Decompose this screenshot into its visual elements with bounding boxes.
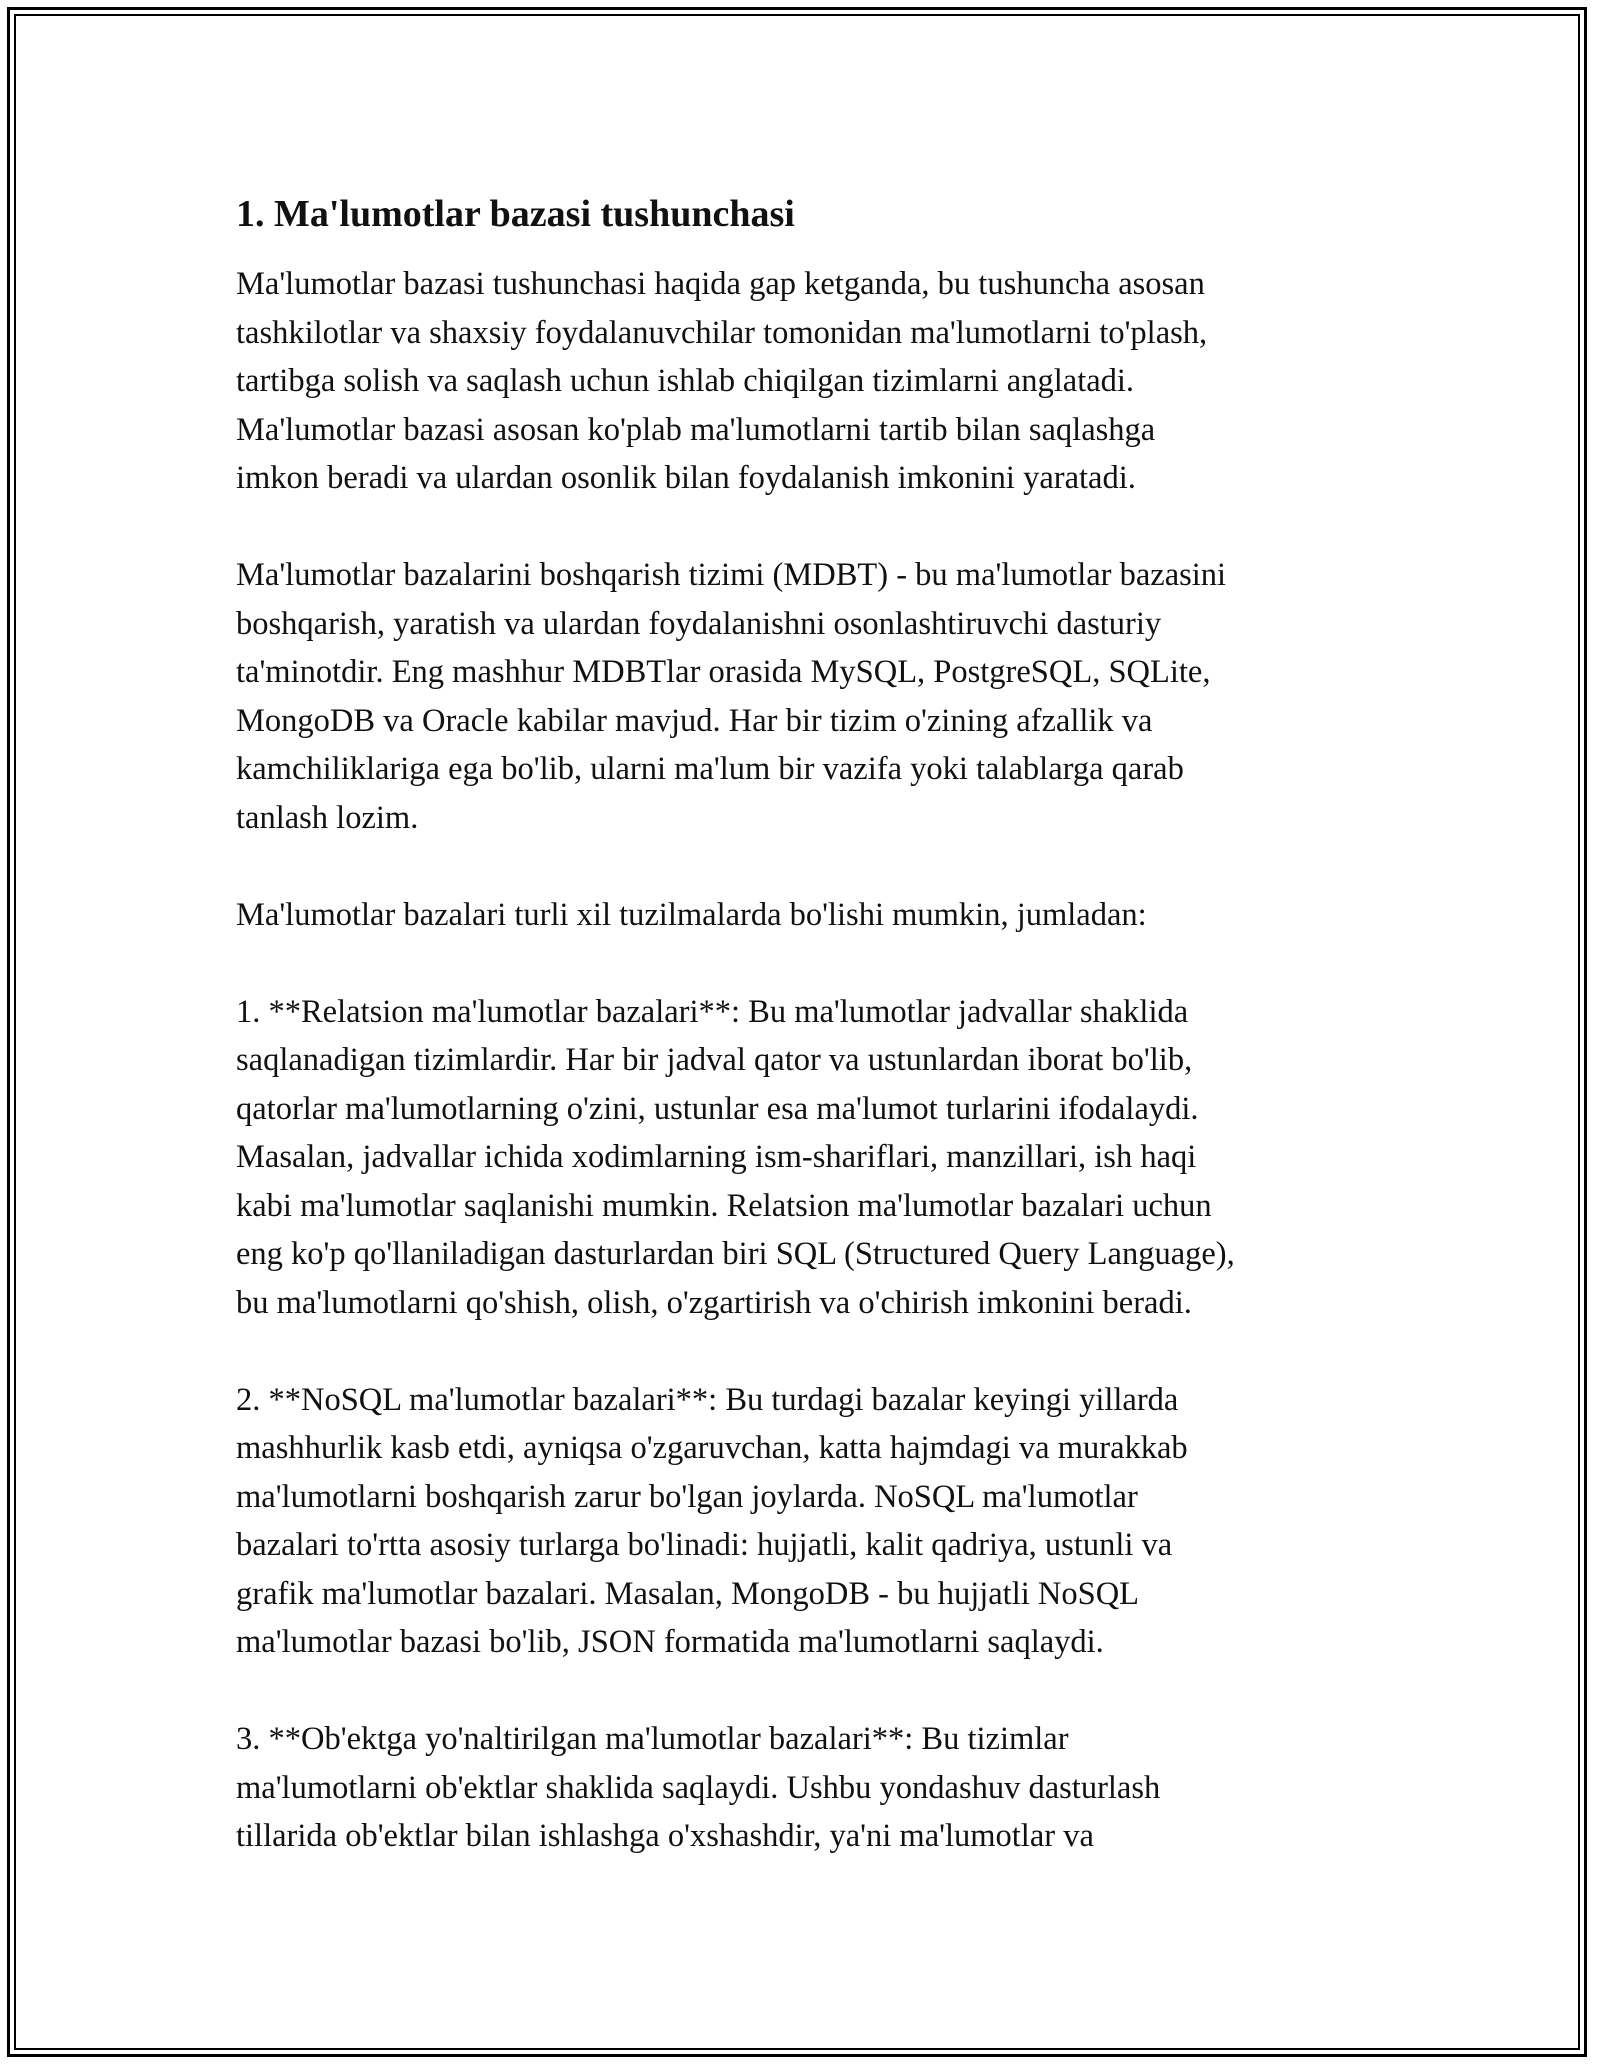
text-line: grafik ma'lumotlar bazalari. Masalan, MongoDB - bu hujjatli NoSQL [236,1575,1140,1612]
text-line: Ma'lumotlar bazasi asosan ko'plab ma'lumotlarni tartib bilan saqlashga [236,411,1156,448]
paragraph [236,260,1386,503]
text-line: tillarida ob'ektlar bilan ishlashga o'xshashdir, ya'ni ma'lumotlar va [236,1818,1094,1854]
text-line: ta'minotdir. Eng mashhur MDBTlar orasida MySQL, PostgreSQL, SQLite, [236,654,1211,690]
paragraph [236,551,1386,842]
text-line: qatorlar ma'lumotlarning o'zini, ustunlar esa ma'lumot turlarini ifodalaydi. [236,1090,1199,1127]
paragraph-list [236,260,1386,1861]
text-line: 1. **Relatsion ma'lumotlar bazalari**: Bu ma'lumotlar jadvallar shaklida [236,993,1189,1030]
text-line: bazalari to'rtta asosiy turlarga bo'linadi: hujjatli, kalit qadriya, ustunli va [236,1527,1173,1563]
text-line: Ma'lumotlar bazalari turli xil tuzilmalarda bo'lishi mumkin, jumladan: [236,896,1147,933]
text-line: ma'lumotlarni ob'ektlar shaklida saqlaydi. Ushbu yondashuv dasturlash [236,1769,1161,1806]
text-line: MongoDB va Oracle kabilar mavjud. Har bir tizim o'zining afzallik va [236,702,1153,739]
text-line: kabi ma'lumotlar saqlanishi mumkin. Relatsion ma'lumotlar bazalari uchun [236,1187,1212,1224]
section-heading: 1. Ma'lumotlar bazasi tushunchasi [236,193,795,235]
paragraph [236,988,1386,1328]
text-line: tashkilotlar va shaxsiy foydalanuvchilar tomonidan ma'lumotlarni to'plash, [236,314,1208,351]
text-line: ma'lumotlar bazasi bo'lib, JSON formatida ma'lumotlarni saqlaydi. [236,1624,1104,1660]
document-body [236,190,1386,1861]
paragraph [236,1376,1386,1667]
text-line: 2. **NoSQL ma'lumotlar bazalari**: Bu turdagi bazalar keyingi yillarda [236,1381,1179,1418]
paragraph [236,891,1386,940]
text-line: Ma'lumotlar bazasi tushunchasi haqida gap ketganda, bu tushuncha asosan [236,266,1205,302]
text-line: tanlash lozim. [236,799,419,836]
text-line: eng ko'p qo'llaniladigan dasturlardan biri SQL (Structured Query Language), [236,1236,1235,1272]
text-line: bu ma'lumotlarni qo'shish, olish, o'zgartirish va o'chirish imkonini beradi. [236,1284,1192,1321]
text-line: 3. **Ob'ektga yo'naltirilgan ma'lumotlar bazalari**: Bu tizimlar [236,1721,1069,1757]
text-line: imkon beradi va ulardan osonlik bilan foydalanish imkonini yaratadi. [236,460,1136,496]
text-line: boshqarish, yaratish va ulardan foydalanishni osonlashtiruvchi dasturiy [236,605,1162,642]
paragraph [236,1715,1386,1861]
text-line: Ma'lumotlar bazalarini boshqarish tizimi (MDBT) - bu ma'lumotlar bazasini [236,557,1227,593]
text-line: kamchiliklariga ega bo'lib, ularni ma'lum bir vazifa yoki talablarga qarab [236,751,1184,787]
text-line: Masalan, jadvallar ichida xodimlarning ism-shariflari, manzillari, ish haqi [236,1139,1197,1175]
text-line: tartibga solish va saqlash uchun ishlab chiqilgan tizimlarni anglatadi. [236,363,1135,399]
text-line: mashhurlik kasb etdi, ayniqsa o'zgaruvchan, katta hajmdagi va murakkab [236,1430,1188,1466]
text-line: ma'lumotlarni boshqarish zarur bo'lgan joylarda. NoSQL ma'lumotlar [236,1478,1138,1515]
text-line: saqlanadigan tizimlardir. Har bir jadval qator va ustunlardan iborat bo'lib, [236,1042,1193,1078]
